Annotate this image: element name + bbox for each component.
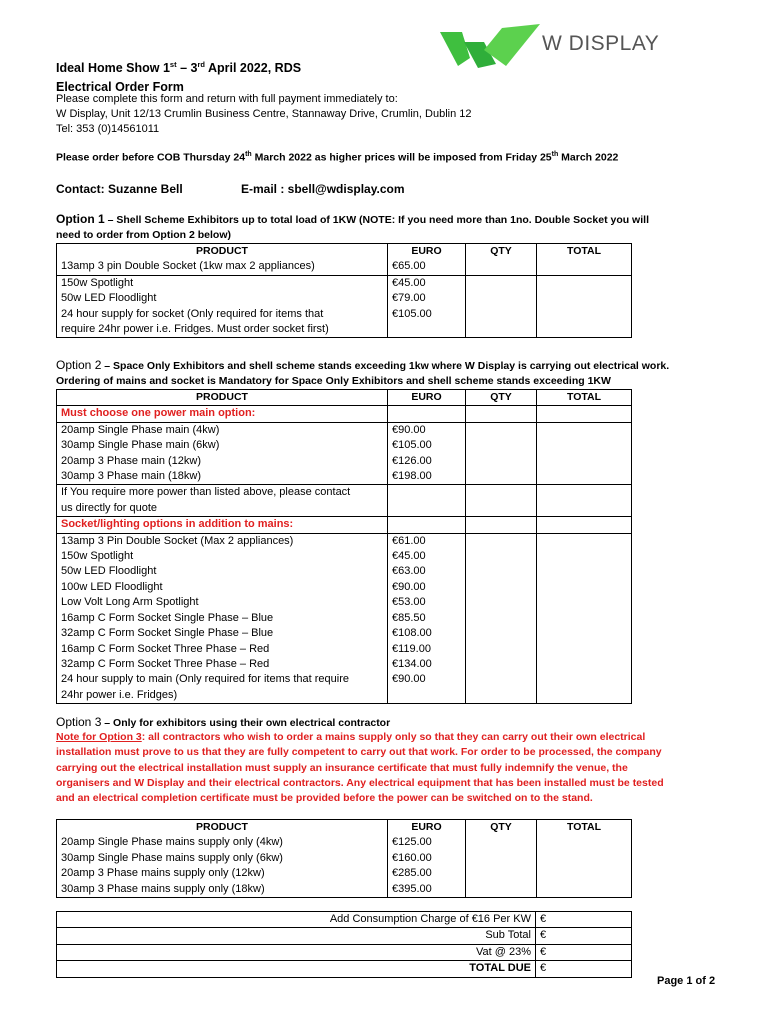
product-cell: 16amp C Form Socket Single Phase – Blue	[61, 611, 274, 624]
column-header-product: PRODUCT	[196, 821, 248, 833]
table-row	[57, 820, 632, 898]
vat-value[interactable]: €	[536, 944, 632, 960]
product-cell: 20amp 3 Phase main (12kw)	[61, 454, 202, 467]
intro-text	[56, 92, 472, 137]
table-row	[57, 485, 632, 517]
page-title	[56, 55, 301, 97]
page-number: Page 1 of 2	[657, 975, 716, 987]
more-power-note: us directly for quote	[61, 501, 157, 514]
product-cell: 24hr power i.e. Fridges)	[61, 688, 178, 701]
product-cell: 30amp Single Phase main (6kw)	[61, 439, 220, 452]
option2-table	[56, 389, 632, 704]
product-cell: 50w LED Floodlight	[61, 565, 157, 578]
product-cell: 150w Spotlight	[61, 550, 134, 563]
address-line: W Display, Unit 12/13 Crumlin Business Centre, Stannaway Drive, Crumlin, Dublin 12	[56, 108, 472, 120]
option3-note: Note for Option 3: all contractors who wish to order a mains supply only so that they can carry out their own electrical installation must prove to us that they are fully competent to carry out that work. For order to be processed, the company carrying out the electrical installation must supply an insurance certificate that must fully indemnify the venue, the organisers and W Display and their electrical contractors. Any electrical equipment that has been installed must be tested and an electrical completion certificate must be provided before the power can be switched on to the stand.	[56, 731, 664, 805]
price-cell: €125.00	[392, 836, 432, 849]
table-row	[57, 928, 632, 944]
option3-heading: Option 3 – Only for exhibitors using their own electrical contractor	[56, 715, 391, 729]
contact-name: Contact: Suzanne Bell	[56, 182, 183, 196]
consumption-charge-label: Add Consumption Charge of €16 Per KW	[57, 912, 536, 928]
price-cell: €90.00	[392, 423, 426, 436]
price-cell: €198.00	[392, 470, 432, 483]
option2-heading: Option 2 – Space Only Exhibitors and shell scheme stands exceeding 1kw where W Display is carrying out electrical work. Ordering of mains and socket is Mandatory for Space Only Exhibitors and shell scheme stands exceeding 1KW	[56, 358, 670, 387]
price-cell: €53.00	[392, 596, 426, 609]
price-cell: €79.00	[392, 292, 426, 305]
table-row	[57, 244, 632, 276]
product-cell: 13amp 3 pin Double Socket (1kw max 2 appliances)	[61, 260, 315, 273]
product-cell: 32amp C Form Socket Three Phase – Red	[61, 657, 270, 670]
table-row	[57, 944, 632, 960]
table-row	[57, 517, 632, 533]
option1-table	[56, 243, 632, 338]
price-cell: €119.00	[392, 642, 431, 655]
total-due-label: TOTAL DUE	[57, 961, 536, 977]
product-cell: 24 hour supply for socket (Only required for items that	[61, 307, 324, 320]
total-cell[interactable]	[537, 533, 632, 703]
price-cell: €105.00	[392, 439, 432, 452]
column-header-euro: EURO	[411, 245, 442, 257]
total-cell[interactable]	[537, 422, 632, 485]
price-cell: €134.00	[392, 657, 432, 670]
total-cell[interactable]	[537, 275, 632, 338]
price-cell: €90.00	[392, 580, 426, 593]
column-header-qty[interactable]: QTY	[466, 244, 537, 276]
price-cell: €285.00	[392, 867, 432, 880]
form-subtitle: Electrical Order Form	[56, 80, 184, 95]
product-cell: 20amp Single Phase main (4kw)	[61, 423, 220, 436]
table-row	[57, 406, 632, 422]
brand-name: W DISPLAY	[542, 32, 660, 55]
product-cell: 30amp Single Phase mains supply only (6kw)	[61, 851, 283, 864]
price-cell: €65.00	[392, 260, 426, 273]
price-cell: €45.00	[392, 276, 426, 289]
total-cell[interactable]	[537, 517, 632, 533]
vat-label: Vat @ 23%	[57, 944, 536, 960]
column-header-product: PRODUCT	[196, 245, 248, 257]
column-header-total: TOTAL	[537, 390, 632, 406]
intro-line: Please complete this form and return with full payment immediately to:	[56, 93, 398, 105]
price-cell: €85.50	[392, 611, 426, 624]
contact-email: E-mail : sbell@wdisplay.com	[241, 182, 405, 196]
product-cell: 100w LED Floodlight	[61, 580, 163, 593]
must-choose-label: Must choose one power main option:	[57, 406, 388, 422]
column-header-qty: QTY	[490, 821, 512, 833]
price-cell: €108.00	[392, 627, 432, 640]
product-cell: 20amp 3 Phase mains supply only (12kw)	[61, 867, 265, 880]
column-header-product: PRODUCT	[57, 390, 388, 406]
table-row	[57, 390, 632, 406]
product-cell: 32amp C Form Socket Single Phase – Blue	[61, 627, 274, 640]
price-cell: €63.00	[392, 565, 426, 578]
total-cell[interactable]	[537, 406, 632, 422]
socket-options-label: Socket/lighting options in addition to mains:	[57, 517, 388, 533]
total-cell[interactable]	[537, 820, 632, 898]
more-power-note: If You require more power than listed above, please contact	[61, 486, 351, 499]
event-title: Ideal Home Show 1st – 3rd April 2022, RDS	[56, 60, 302, 76]
price-cell: €105.00	[392, 307, 432, 320]
option1-heading: Option 1 – Shell Scheme Exhibitors up to total load of 1KW (NOTE: If you need more than 1no. Double Socket you will need to order from Option 2 below)	[56, 212, 649, 241]
column-header-total: TOTAL	[566, 821, 602, 833]
price-cell: €160.00	[392, 851, 432, 864]
qty-cell[interactable]	[466, 485, 537, 517]
qty-cell[interactable]	[466, 275, 537, 338]
deadline-notice: Please order before COB Thursday 24th March 2022 as higher prices will be imposed from Friday 25th March 2022	[56, 151, 619, 164]
phone-line: Tel: 353 (0)14561011	[56, 123, 160, 135]
product-cell: 150w Spotlight	[61, 276, 134, 289]
qty-cell[interactable]	[466, 422, 537, 485]
column-header-total[interactable]: TOTAL	[537, 244, 632, 276]
table-row	[57, 912, 632, 928]
column-header-qty: QTY	[466, 390, 537, 406]
qty-cell[interactable]	[466, 820, 537, 898]
product-cell: 16amp C Form Socket Three Phase – Red	[61, 642, 270, 655]
table-row	[57, 533, 632, 703]
total-due-value[interactable]: €	[536, 961, 632, 977]
product-cell: 13amp 3 Pin Double Socket (Max 2 appliances)	[61, 534, 294, 547]
product-cell: Low Volt Long Arm Spotlight	[61, 596, 199, 609]
option3-table	[56, 819, 632, 898]
subtotal-label: Sub Total	[57, 928, 536, 944]
qty-cell[interactable]	[466, 406, 537, 422]
w-logo-icon	[440, 20, 540, 70]
consumption-charge-value[interactable]: €	[536, 912, 632, 928]
product-cell: require 24hr power i.e. Fridges. Must order socket first)	[61, 323, 329, 336]
column-header-euro: EURO	[388, 390, 466, 406]
product-cell: 50w LED Floodlight	[61, 292, 157, 305]
price-cell: €90.00	[392, 673, 426, 686]
price-cell: €395.00	[392, 882, 432, 895]
w-display-logo	[440, 20, 670, 70]
qty-cell[interactable]	[466, 533, 537, 703]
subtotal-value[interactable]: €	[536, 928, 632, 944]
qty-cell[interactable]	[466, 517, 537, 533]
table-row	[57, 275, 632, 338]
table-row	[57, 422, 632, 485]
product-cell: 30amp 3 Phase mains supply only (18kw)	[61, 882, 265, 895]
price-cell: €126.00	[392, 454, 432, 467]
total-cell[interactable]	[537, 485, 632, 517]
price-cell: €45.00	[392, 550, 426, 563]
table-row	[57, 961, 632, 977]
product-cell: 20amp Single Phase mains supply only (4kw)	[61, 836, 283, 849]
product-cell: 30amp 3 Phase main (18kw)	[61, 470, 202, 483]
totals-table	[56, 911, 632, 978]
column-header-euro: EURO	[411, 821, 442, 833]
price-cell: €61.00	[392, 534, 426, 547]
product-cell: 24 hour supply to main (Only required for items that require	[61, 673, 349, 686]
